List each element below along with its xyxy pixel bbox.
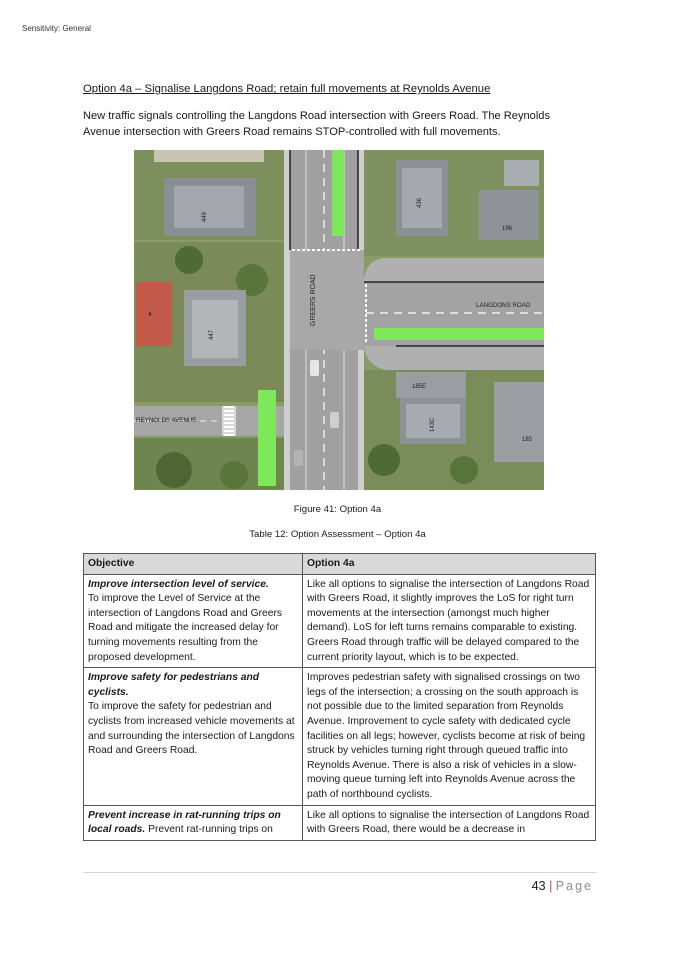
table-header-row	[84, 554, 596, 575]
table-row	[84, 805, 596, 840]
figure-caption: Figure 41: Option 4a	[293, 504, 382, 515]
footer-rule	[83, 872, 597, 873]
house-4-roof	[136, 282, 172, 346]
assessment-cell: Improves pedestrian safety with signalised crossings on two legs of the intersection; a crossing on the south approach is not possible due to the limited separation from Reynolds Avenue. Improvement to cycle safety with dedicated cycle facilities on all legs; however, cyclists become at risk of being struck by vehicles turning right through queued traffic into Reynolds Avenue. There is also a risk of vehicles in a slow-moving queue turning left into Reynolds Avenue across the path of northbound cyclists.	[303, 668, 596, 805]
label-447: 447	[209, 329, 215, 340]
label-449: 449	[202, 211, 208, 222]
label-4: 4	[148, 311, 152, 318]
objective-text: To improve the Level of Service at the intersection of Langdons Road and Greers Road and mitigate the increased delay for turning movements resulting from the proposed development.	[88, 593, 283, 663]
objective-text: To improve the safety for pedestrian and cyclists from increased vehicle movements at and surrounding the intersection of Langdons Road and Greers Road.	[88, 701, 295, 757]
label-185e: 185E	[412, 384, 427, 390]
header-objective: Objective	[84, 554, 303, 575]
intro-paragraph: New traffic signals controlling the Langdons Road intersection with Greers Road. The Reynolds Avenue intersection with Greers Road remains STOP-controlled with full movements.	[83, 110, 551, 138]
page-separator: |	[549, 879, 553, 893]
table-caption: Table 12: Option Assessment – Option 4a	[249, 529, 426, 540]
objective-cell	[84, 805, 303, 840]
option-assessment-table	[83, 553, 596, 841]
objective-cell	[84, 574, 303, 668]
label-196: 196	[502, 226, 513, 232]
objective-cell	[84, 668, 303, 805]
header-option: Option 4a	[303, 554, 596, 575]
label-reynolds-avenue: REYNOLDS AVENUE	[136, 417, 197, 424]
label-436: 436	[417, 197, 423, 208]
table-row	[84, 574, 596, 668]
house-196-roof	[479, 190, 539, 240]
page-word: Page	[555, 879, 593, 893]
label-greers-road: GREERS ROAD	[310, 274, 317, 326]
objective-text: Prevent rat-running trips on	[148, 824, 273, 836]
assessment-cell: Like all options to signalise the intersection of Langdons Road with Greers Road, it slightly improves the LoS for right turn movements at the intersection (amongst much higher demand). LoS for left turns remains comparable to existing. Greers Road through traffic will be delayed compared to the current priority layout, which is to be expected.	[303, 574, 596, 668]
house-185-roof	[494, 382, 544, 462]
table-row	[84, 668, 596, 805]
page-number-value: 43	[531, 879, 546, 893]
assessment-cell: Like all options to signalise the intersection of Langdons Road with Greers Road, there would be a decrease in	[303, 805, 596, 840]
section-heading: Option 4a – Signalise Langdons Road; retain full movements at Reynolds Avenue	[83, 83, 491, 95]
label-langdons-road: LANGDONS ROAD	[476, 302, 531, 309]
intersection-area	[290, 250, 364, 350]
cycle-lane-greers-north	[332, 150, 344, 236]
objective-title: Prevent increase in rat-running trips on local roads.	[88, 809, 281, 836]
objective-title: Improve safety for pedestrians and cyclists.	[88, 672, 260, 698]
objective-title: Improve intersection level of service.	[88, 578, 269, 590]
cycle-lane-langdons	[374, 328, 544, 340]
cycle-lane-greers-south	[258, 390, 276, 486]
sensitivity-label: Sensitivity: General	[22, 24, 91, 33]
label-143c: 143C	[430, 417, 436, 432]
label-185: 185	[522, 437, 533, 443]
option-4a-map	[134, 150, 544, 490]
page-number	[532, 879, 593, 893]
